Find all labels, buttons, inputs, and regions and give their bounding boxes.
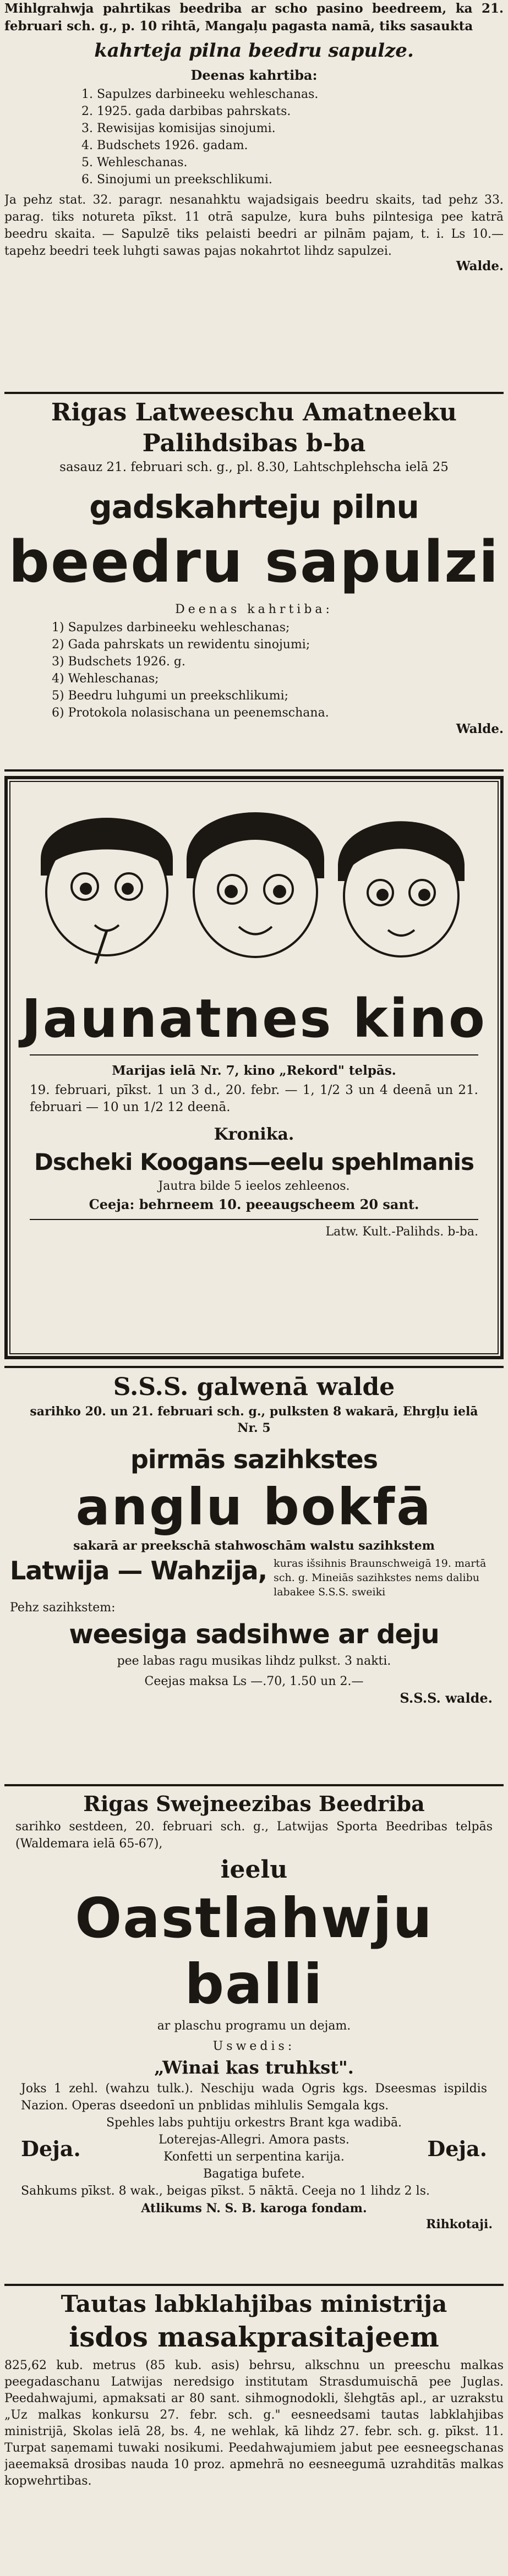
ad3-program1: Kronika.: [214, 1125, 294, 1144]
divider: [30, 1054, 478, 1055]
ad5-band: Spehles labs puhtiju orkestrs Brant kga wadibā.: [106, 2116, 402, 2130]
ad6-headline: isdos masakprasitajeem: [69, 2321, 439, 2353]
ad4-price: Ceejas maksa Ls —.70, 1.50 un 2.—: [144, 1675, 364, 1688]
ad-ministrija: [4, 2289, 504, 2573]
agenda-item: 1. Sapulzes darbineeku wehleschanas.: [81, 87, 319, 101]
ad4-match-right: kuras išsihnis Braunschweigā 19. martā sch. g. Mineiās sazihkstes nems dalibu labakee S.S.S. sweiki: [274, 1557, 487, 1598]
agenda-item: 5) Beedru luhgumi un preekschlikumi;: [52, 689, 289, 703]
ad4-org: S.S.S. galwenā walde: [113, 1373, 395, 1401]
ad5-buffet: Bagatiga bufete.: [203, 2167, 305, 2181]
agenda-item: 6) Protokola nolasischana un peenemschana.: [52, 706, 329, 720]
ad4-headline2: weesiga sadsihwe ar deju: [69, 1619, 439, 1650]
ad5-play-note: Joks 1 zehl. (wahzu tulk.). Neschiju wada Ogris kgs. Dseesmas ispildis Nazion. Operas dseedonī un pnblidas mihlulis Semgala kgs.: [21, 2082, 487, 2113]
ad5-sub: ar plaschu programu un dejam.: [157, 2019, 351, 2033]
ad5-signature: Rihkotaji.: [426, 2217, 493, 2232]
agenda-item: 1) Sapulzes darbineeku wehleschanas;: [52, 621, 290, 635]
ad3-headline: Jaunatnes kino: [21, 988, 487, 1049]
ad4-headline: anglu bokfā: [75, 1478, 433, 1536]
ad1-note: Ja pehz stat. 32. paragr. nesanahktu wajadsigais beedru skaits, tad pehz 33. parag. tiks notureta pīkst. 11 otrā sapulze, kura buhs pilntesiga pee katrā beedru skaita. — Sapulzē tiks pelaisti beedri ar pilnām pajam, t. i. Ls 10.— tapehz beedri teek luhgti sawas pajas nokahrtot lihdz sapulzei.: [4, 193, 504, 258]
ad-swejneezibas-balle: [4, 1790, 504, 2279]
ad5-headline: Oastlahwju balli: [75, 1886, 433, 2016]
divider: [4, 1784, 504, 1786]
ad5-extras: [159, 2131, 349, 2165]
ad5-date-line: sarihko sestdeen, 20. februari sch. g., Latwijas Sporta Beedribas telpās (Waldemara ielā 65-67),: [15, 1820, 493, 1851]
ad4-sub: pirmās sazihkstes: [130, 1445, 378, 1474]
ad2-org: Rigas Latweeschu Amatneeku Palihdsibas b-ba: [51, 398, 457, 457]
ad4-match-left: Latwija — Wahzija,: [10, 1556, 267, 1585]
ad2-signature: Walde.: [456, 721, 504, 736]
divider: [4, 1366, 504, 1368]
ad2-agenda: [52, 619, 504, 721]
ad-sss-boksa: [4, 1371, 504, 1779]
ad5-extras2: Konfetti un serpentina karija.: [163, 2150, 345, 2164]
ad1-headline: kahrteja pilna beedru sapulze.: [94, 40, 414, 62]
ad4-signature: S.S.S. walde.: [400, 1690, 493, 1706]
ad5-deja-row: [4, 2131, 504, 2165]
ad1-intro: Mihlgrahwja pahrtikas beedriba ar scho pasino beedreem, ka 21. februari sch. g., p. 10 rihtā, Mangaļu pagasta namā, tiks sasaukta: [4, 1, 504, 34]
ad5-times: Sahkums pīkst. 8 wak., beigas pīkst. 5 nāktā. Ceeja no 1 lihdz 2 ls.: [21, 2184, 430, 2198]
divider: [4, 2284, 504, 2286]
children-illustration: [8, 785, 500, 966]
ad5-pre: ieelu: [220, 1856, 288, 1884]
ad-mihlgrahwja: [4, 0, 504, 385]
ad4-match: [4, 1556, 504, 1599]
ad3-program-note: Jautra bilde 5 ieelos zehleenos.: [158, 1179, 350, 1193]
agenda-item: 4) Wehleschanas;: [52, 672, 159, 686]
ad-amatneeku: [4, 397, 504, 766]
ad3-program2: Dscheki Koogans—eelu spehlmanis: [34, 1148, 474, 1175]
ad-jaunatnes-kino: [4, 776, 504, 1359]
agenda-item: 5. Wehleschanas.: [81, 156, 188, 169]
ad1-agenda-title: Deenas kahrtiba:: [190, 67, 318, 83]
divider: [30, 1219, 478, 1220]
ad2-date-line: sasauz 21. februari sch. g., pl. 8.30, Lahtschplehscha ielā 25: [59, 460, 449, 474]
ad3-organizer: Latw. Kult.-Palihds. b-ba.: [325, 1225, 478, 1239]
ad4-music: pee labas ragu musikas lihdz pulkst. 3 nakti.: [117, 1654, 391, 1668]
ad2-headline1: gadskahrteju pilnu: [89, 488, 419, 526]
ad5-tickets: Atlikums N. S. B. karoga fondam.: [141, 2201, 367, 2216]
agenda-item: 2. 1925. gada darbibas pahrskats.: [81, 105, 291, 118]
agenda-item: 3) Budschets 1926. g.: [52, 655, 185, 669]
child-face-icon: [41, 818, 173, 964]
divider: [4, 392, 504, 394]
ad3-schedule: 19. februari, pīkst. 1 un 3 d., 20. febr. — 1, 1/2 3 un 4 deenā un 21. februari — 10 un 1/2 12 deenā.: [30, 1083, 478, 1114]
ad3-price: Ceeja: behrneem 10. peeaugscheem 20 sant.: [89, 1196, 419, 1212]
ad5-deja-right: Deja.: [427, 2136, 487, 2161]
ad6-org: Tautas labklahjibas ministrija: [61, 2290, 447, 2317]
ad3-venue: Marijas ielā Nr. 7, kino „Rekord" telpās.: [112, 1063, 396, 1078]
agenda-item: 3. Rewisijas komisijas sinojumi.: [81, 122, 276, 135]
divider: [4, 769, 504, 772]
ad4-desc: sakarā ar preekschā stahwoschām walstu sazihkstem: [73, 1539, 435, 1553]
agenda-item: 2) Gada pahrskats un rewidentu sinojumi;: [52, 638, 310, 652]
ad2-agenda-title: Deenas kahrtiba:: [175, 603, 333, 616]
agenda-item: 6. Sinojumi un preekschlikumi.: [81, 173, 272, 187]
agenda-item: 4. Budschets 1926. gadam.: [81, 139, 248, 152]
ad2-headline2: beedru sapulzi: [8, 528, 500, 595]
ad4-date-line: sarihko 20. un 21. februari sch. g., pulksten 8 wakarā, Ehrgļu ielā Nr. 5: [30, 1404, 478, 1435]
child-face-icon: [187, 812, 324, 957]
ad1-signature: Walde.: [456, 259, 504, 274]
ad4-after-label: Pehz sazihkstem:: [10, 1601, 116, 1615]
child-face-icon: [338, 821, 465, 956]
ad5-play-title: „Winai kas truhkst".: [154, 2057, 354, 2078]
ad5-program-label: Uswedis:: [212, 2039, 296, 2053]
ad6-text: 825,62 kub. metrus (85 kub. asis) behrsu, alkschnu un preeschu malkas peegadaschanu Latwijas neredsigo institutam Strasdumuischā pee Juglas. Peedahwajumi, apmaksati ar 80 sant. sihmognodokli, šlehgtās apl., ar uzrakstu „Uz malkas konkursu 27. febr. sch. g." eesneedsami tautas labklahjibas ministrijā, Skolas ielā 28, bs. 4, ne wehlak, kā lihdz 27. febr. sch. g. pīkst. 11. Turpat saņemami tuwaki nosikumi. Peedahwajumiem jabut pee eesneegschanas jaeemaksā drosibas nauda 10 proz. apmehrā no eesneegumā uzrahditās malkas kopwehrtibas.: [4, 2359, 504, 2488]
ad5-extras1: Loterejas-Allegri. Amora pasts.: [159, 2133, 349, 2147]
ad1-agenda: [81, 86, 504, 188]
ad5-deja-left: Deja.: [21, 2136, 81, 2161]
ad5-org: Rigas Swejneezibas Beedriba: [83, 1791, 425, 1816]
